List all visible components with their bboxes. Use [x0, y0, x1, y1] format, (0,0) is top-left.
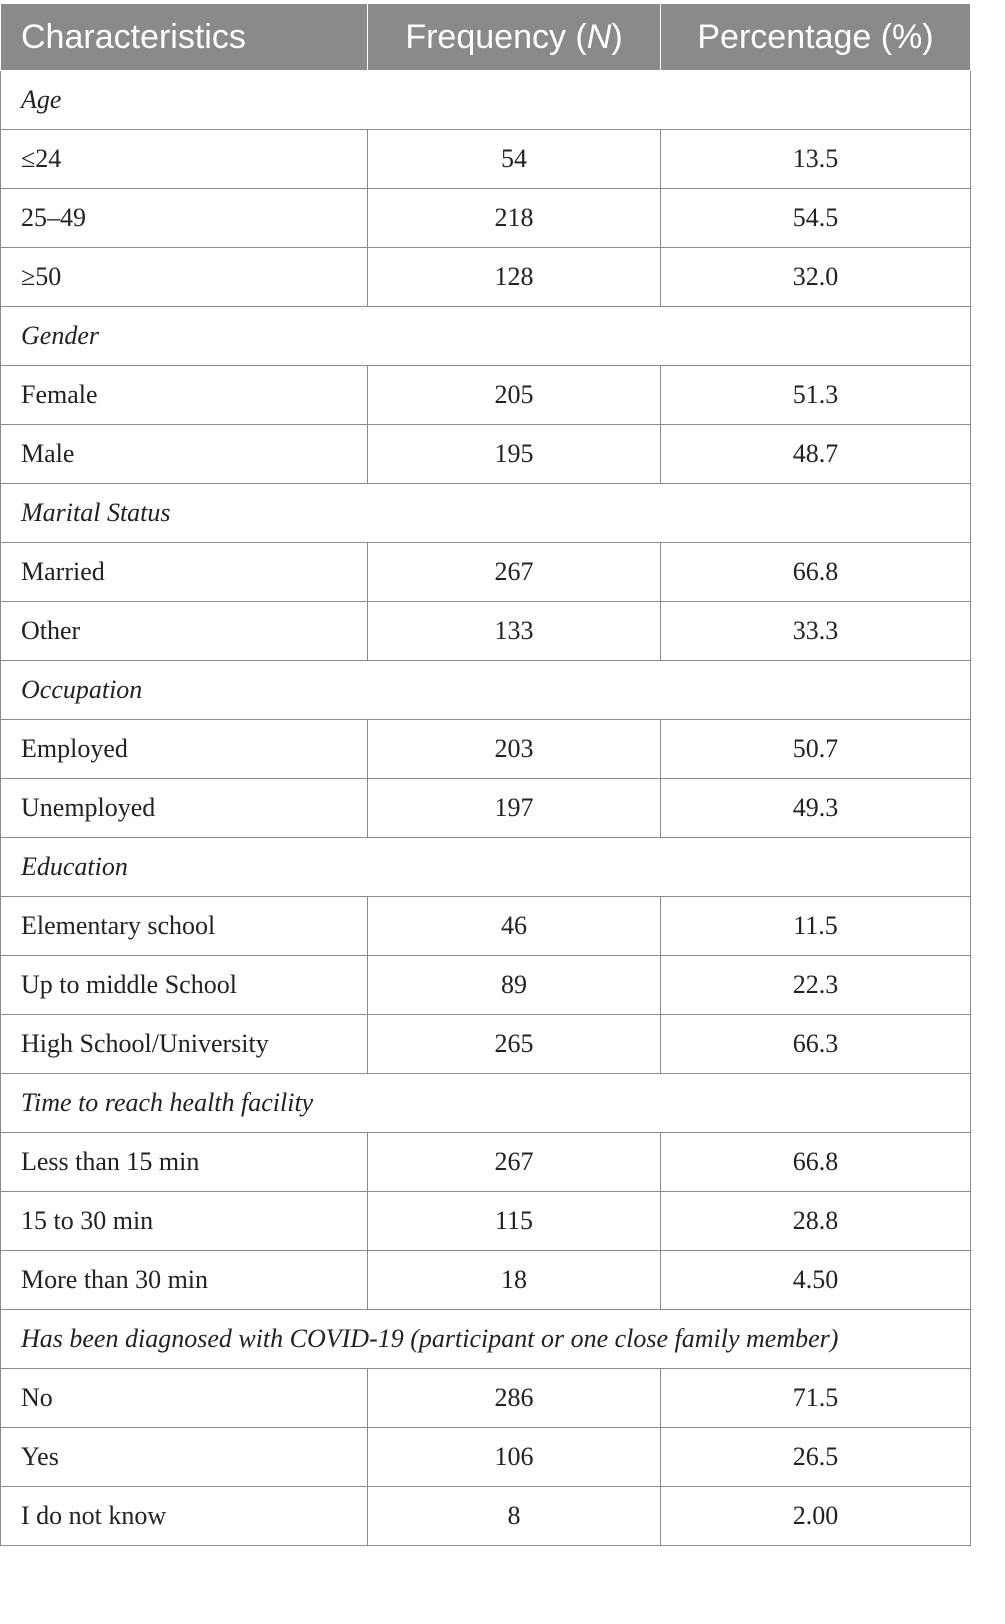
row-frequency: 218 [368, 189, 661, 248]
section-row [1, 838, 971, 897]
characteristics-table [0, 4, 971, 1546]
table-row [1, 1251, 971, 1310]
table-row [1, 779, 971, 838]
row-percentage: 48.7 [661, 425, 971, 484]
row-frequency: 205 [368, 366, 661, 425]
row-frequency: 265 [368, 1015, 661, 1074]
table-header [1, 4, 971, 71]
header-frequency [368, 4, 661, 71]
header-frequency-suffix: ) [611, 17, 623, 56]
row-frequency: 267 [368, 1133, 661, 1192]
row-label: 15 to 30 min [1, 1192, 368, 1251]
row-label: Unemployed [1, 779, 368, 838]
row-label: ≤24 [1, 130, 368, 189]
section-title: Occupation [1, 661, 971, 720]
section-row [1, 1310, 971, 1369]
table-row [1, 189, 971, 248]
section-title: Age [1, 71, 971, 130]
row-percentage: 11.5 [661, 897, 971, 956]
row-frequency: 195 [368, 425, 661, 484]
header-frequency-n: N [586, 17, 612, 56]
row-label: Married [1, 543, 368, 602]
table-row [1, 248, 971, 307]
table-body [1, 71, 971, 1546]
header-frequency-prefix: Frequency ( [405, 17, 587, 56]
row-frequency: 115 [368, 1192, 661, 1251]
row-percentage: 50.7 [661, 720, 971, 779]
table-row [1, 720, 971, 779]
row-label: Female [1, 366, 368, 425]
row-label: ≥50 [1, 248, 368, 307]
table-row [1, 1192, 971, 1251]
table-row [1, 602, 971, 661]
row-frequency: 133 [368, 602, 661, 661]
row-frequency: 89 [368, 956, 661, 1015]
table-row [1, 1428, 971, 1487]
row-label: Employed [1, 720, 368, 779]
table-row [1, 956, 971, 1015]
row-percentage: 28.8 [661, 1192, 971, 1251]
table-row [1, 1369, 971, 1428]
characteristics-table-container [0, 4, 970, 1546]
row-percentage: 26.5 [661, 1428, 971, 1487]
row-percentage: 54.5 [661, 189, 971, 248]
row-percentage: 22.3 [661, 956, 971, 1015]
table-row [1, 1015, 971, 1074]
row-label: I do not know [1, 1487, 368, 1546]
row-frequency: 267 [368, 543, 661, 602]
row-frequency: 197 [368, 779, 661, 838]
row-percentage: 13.5 [661, 130, 971, 189]
section-row [1, 484, 971, 543]
row-percentage: 71.5 [661, 1369, 971, 1428]
header-percentage: Percentage (%) [661, 4, 971, 71]
row-label: Elementary school [1, 897, 368, 956]
section-row [1, 307, 971, 366]
section-title: Has been diagnosed with COVID-19 (participant or one close family member) [1, 1310, 971, 1369]
row-label: Yes [1, 1428, 368, 1487]
section-row [1, 1074, 971, 1133]
row-label: Male [1, 425, 368, 484]
row-label: No [1, 1369, 368, 1428]
row-percentage: 33.3 [661, 602, 971, 661]
row-label: More than 30 min [1, 1251, 368, 1310]
row-label: Less than 15 min [1, 1133, 368, 1192]
table-row [1, 543, 971, 602]
section-title: Education [1, 838, 971, 897]
header-characteristics: Characteristics [1, 4, 368, 71]
row-frequency: 8 [368, 1487, 661, 1546]
section-title: Gender [1, 307, 971, 366]
row-frequency: 18 [368, 1251, 661, 1310]
table-row [1, 897, 971, 956]
row-percentage: 66.8 [661, 543, 971, 602]
row-label: Other [1, 602, 368, 661]
row-percentage: 4.50 [661, 1251, 971, 1310]
table-row [1, 1487, 971, 1546]
table-row [1, 1133, 971, 1192]
row-percentage: 32.0 [661, 248, 971, 307]
row-frequency: 128 [368, 248, 661, 307]
row-percentage: 66.3 [661, 1015, 971, 1074]
section-row [1, 71, 971, 130]
row-frequency: 286 [368, 1369, 661, 1428]
table-row [1, 130, 971, 189]
section-title: Marital Status [1, 484, 971, 543]
header-row [1, 4, 971, 71]
row-frequency: 203 [368, 720, 661, 779]
table-row [1, 425, 971, 484]
row-frequency: 46 [368, 897, 661, 956]
section-row [1, 661, 971, 720]
row-percentage: 49.3 [661, 779, 971, 838]
row-label: Up to middle School [1, 956, 368, 1015]
section-title: Time to reach health facility [1, 1074, 971, 1133]
table-row [1, 366, 971, 425]
row-percentage: 51.3 [661, 366, 971, 425]
row-frequency: 106 [368, 1428, 661, 1487]
row-percentage: 66.8 [661, 1133, 971, 1192]
row-label: High School/University [1, 1015, 368, 1074]
row-percentage: 2.00 [661, 1487, 971, 1546]
row-label: 25–49 [1, 189, 368, 248]
row-frequency: 54 [368, 130, 661, 189]
